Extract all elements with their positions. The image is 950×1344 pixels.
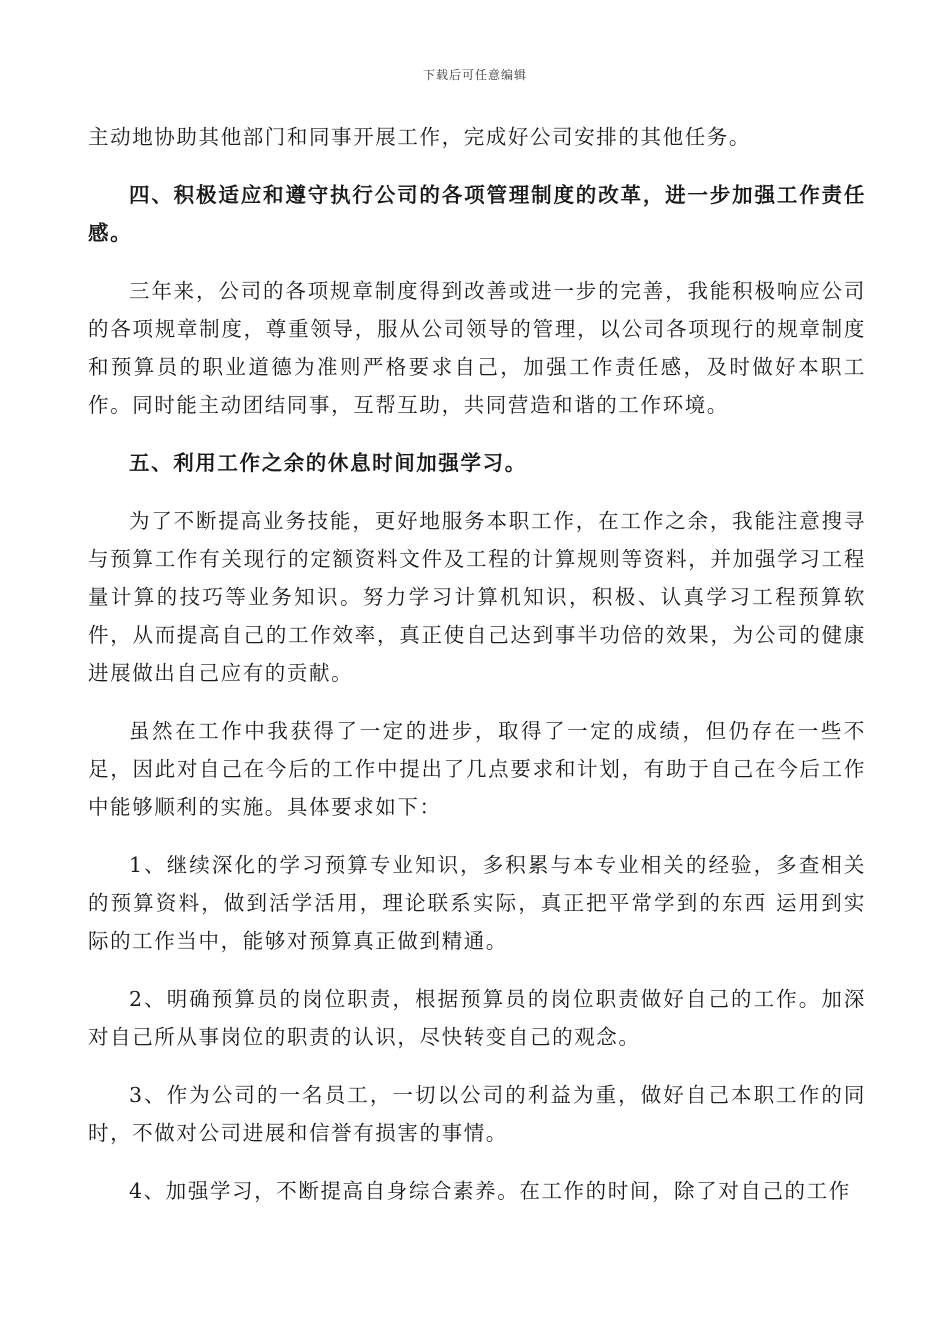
list-item-2: 2、明确预算员的岗位职责，根据预算员的岗位职责做好自己的工作。加深对自己所从事岗位的职责的认识，尽快转变自己的观念。 xyxy=(88,987,866,1049)
list-item-1: 1、继续深化的学习预算专业知识，多积累与本专业相关的经验，多查相关的预算资料，做到活学活用，理论联系实际，真正把平常学到的东西 运用到实际的工作当中，能够对预算真正做到精通。 xyxy=(88,853,866,953)
paragraph-regulations: 三年来，公司的各项规章制度得到改善或进一步的完善，我能积极响应公司的各项规章制度，尊重领导，服从公司领导的管理，以公司各项现行的规章制度和预算员的职业道德为准则严格要求自己，加强工作责任感，及时做好本职工作。同时能主动团结同事，互帮互助，共同营造和谐的工作环境。 xyxy=(88,279,866,417)
paragraph-shortcomings: 虽然在工作中我获得了一定的进步，取得了一定的成绩，但仍存在一些不足，因此对自己在今后的工作中提出了几点要求和计划，有助于自己在今后工作中能够顺利的实施。具体要求如下： xyxy=(88,719,866,819)
list-item-4: 4、加强学习，不断提高自身综合素养。在工作的时间，除了对自己的工作 xyxy=(129,1179,851,1203)
section-heading-5: 五、利用工作之余的休息时间加强学习。 xyxy=(129,451,527,475)
list-item-3: 3、作为公司的一名员工，一切以公司的利益为重，做好自己本职工作的同时，不做对公司进展和信誉有损害的事情。 xyxy=(88,1083,866,1145)
document-body xyxy=(88,118,866,1230)
paragraph-learning: 为了不断提高业务技能，更好地服务本职工作，在工作之余，我能注意搜寻与预算工作有关现行的定额资料文件及工程的计算规则等资料，并加强学习工程量计算的技巧等业务知识。努力学习计算机知识，积极、认真学习工程预算软件，从而提高自己的工作效率，真正使自己达到事半功倍的效果，为公司的健康进展做出自己应有的贡献。 xyxy=(88,509,866,685)
page-header: 下载后可任意编辑 xyxy=(422,68,527,82)
paragraph-continuation: 主动地协助其他部门和同事开展工作，完成好公司安排的其他任务。 xyxy=(88,125,751,149)
section-heading-4: 四、积极适应和遵守执行公司的各项管理制度的改革，进一步加强工作责任感。 xyxy=(88,183,866,245)
